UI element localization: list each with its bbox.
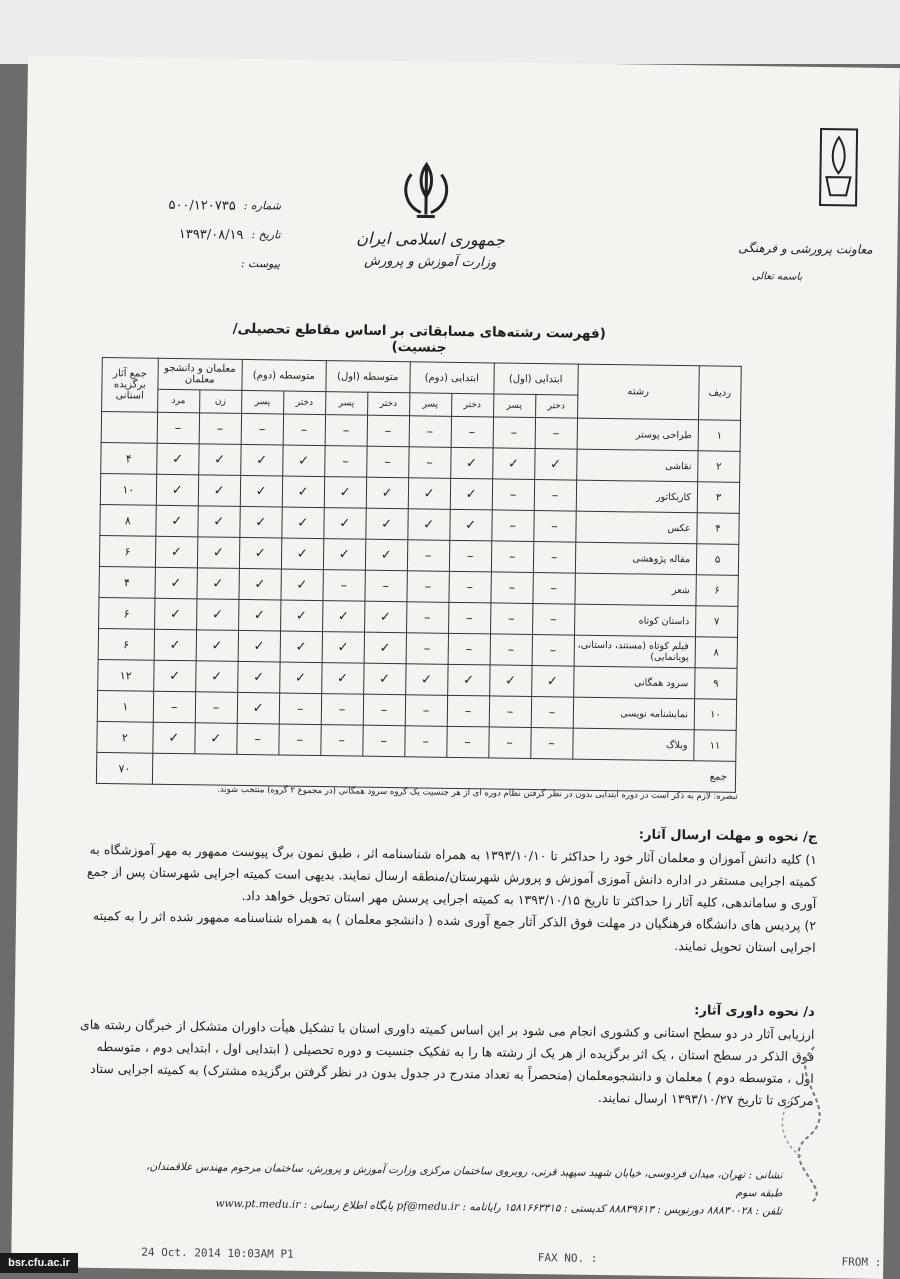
dash-mark: –	[447, 695, 489, 727]
dash-mark: –	[320, 725, 362, 757]
document-page	[11, 56, 900, 1279]
iran-emblem-icon	[391, 156, 462, 227]
row-total: ۶	[99, 535, 155, 567]
check-mark-icon: ✓	[240, 506, 282, 538]
check-mark-icon: ✓	[281, 569, 323, 601]
check-mark-icon: ✓	[195, 661, 237, 693]
dash-mark: –	[493, 417, 535, 449]
dash-mark: –	[321, 694, 363, 726]
dash-mark: –	[451, 416, 493, 448]
dash-mark: –	[533, 573, 575, 605]
row-field-name: مقاله پژوهشی	[575, 542, 697, 575]
department-name: معاونت پرورشی و فرهنگی	[738, 240, 873, 257]
check-mark-icon: ✓	[280, 600, 322, 632]
dash-mark: –	[490, 603, 532, 635]
scanner-background-top	[0, 0, 900, 64]
check-mark-icon: ✓	[282, 445, 324, 477]
competition-fields-table	[96, 357, 742, 793]
check-mark-icon: ✓	[324, 477, 366, 509]
check-mark-icon: ✓	[531, 666, 573, 698]
row-field-name: کاریکاتور	[576, 480, 698, 513]
row-number: ۱۰	[694, 699, 736, 731]
section-d-heading: د/ نحوه داوری آثار:	[694, 1003, 815, 1020]
section-c-paragraph-2: ۲) پردیس های دانشگاه فرهنگیان در مهلت فوق الذکر آثار جمع آوری شده ( دانشجو معلمان ) به همراه شناسنامه ممهور شده اثر را به کمیته اجرایی استان تحویل نمایند.	[92, 907, 817, 955]
check-mark-icon: ✓	[364, 632, 406, 664]
check-mark-icon: ✓	[197, 568, 239, 600]
col-motavasete-dovom: متوسطه (دوم)	[242, 359, 326, 391]
dash-mark: –	[408, 447, 450, 479]
col-ebtedaei-aval: ابتدایی (اول)	[493, 363, 577, 395]
dash-mark: –	[409, 416, 451, 448]
check-mark-icon: ✓	[240, 475, 282, 507]
footer-contacts: تلفن : ۸۸۸۳۰۰۲۸ دورنویس : ۸۸۸۳۹۶۱۳ کدپستی : ۱۵۸۱۶۶۳۳۱۵ رایانامه : pf@medu.ir پایگاه اطلاع رسانی : www.pt.medu.ir	[215, 1197, 783, 1218]
check-mark-icon: ✓	[321, 663, 363, 695]
check-mark-icon: ✓	[155, 567, 197, 599]
row-number: ۱۱	[694, 730, 736, 762]
check-mark-icon: ✓	[153, 722, 195, 754]
footer-address-block	[132, 1157, 783, 1220]
dash-mark: –	[535, 418, 577, 450]
check-mark-icon: ✓	[156, 474, 198, 506]
row-field-name: نقاشی	[576, 449, 698, 482]
subheader-cell: دختر	[283, 391, 325, 415]
row-number: ۲	[698, 451, 740, 483]
row-number: ۹	[695, 668, 737, 700]
row-total: ۴	[101, 442, 157, 474]
row-number: ۶	[696, 575, 738, 607]
check-mark-icon: ✓	[365, 508, 407, 540]
department-logo-icon	[818, 127, 859, 208]
dash-mark: –	[367, 415, 409, 447]
check-mark-icon: ✓	[237, 692, 279, 724]
subheader-cell: مرد	[157, 389, 199, 413]
dash-mark: –	[491, 541, 533, 573]
check-mark-icon: ✓	[154, 629, 196, 661]
check-mark-icon: ✓	[279, 662, 321, 694]
dash-mark: –	[448, 602, 490, 634]
row-field-name: شعر	[575, 573, 697, 606]
check-mark-icon: ✓	[282, 507, 324, 539]
sum-total: ۷۰	[96, 752, 152, 784]
row-total: ۱۰	[100, 473, 156, 505]
row-total: ۴	[99, 566, 155, 598]
subheader-cell: پسر	[493, 394, 535, 418]
row-field-name: سرود همگانی	[573, 666, 695, 699]
dash-mark: –	[533, 542, 575, 574]
row-number: ۴	[697, 513, 739, 545]
number-label: شماره :	[243, 198, 282, 213]
check-mark-icon: ✓	[154, 598, 196, 630]
row-field-name: فیلم کوتاه (مستند، داستانی، پویانمایی)	[574, 635, 696, 668]
col-total: جمع آثار برگزیده استانی	[102, 357, 158, 412]
check-mark-icon: ✓	[450, 478, 492, 510]
dash-mark: –	[363, 694, 405, 726]
col-field: رشته	[577, 364, 699, 420]
number-row	[101, 197, 281, 215]
check-mark-icon: ✓	[238, 599, 280, 631]
col-moalem: معلمان و دانشجو معلمان	[158, 358, 242, 390]
dash-mark: –	[362, 725, 404, 757]
dash-mark: –	[491, 510, 533, 542]
subheader-cell: پسر	[325, 392, 367, 416]
subheader-cell: زن	[199, 390, 241, 414]
row-total: ۶	[99, 597, 155, 629]
row-field-name: وبلاگ	[572, 728, 694, 761]
dash-mark: –	[488, 727, 530, 759]
row-field-name: طراحی پوستر	[577, 418, 699, 451]
dash-mark: –	[531, 697, 573, 729]
dash-mark: –	[446, 726, 488, 758]
section-c	[76, 817, 818, 959]
number-value: ۵۰۰/۱۲۰۷۳۵	[168, 197, 236, 214]
dash-mark: –	[366, 446, 408, 478]
dash-mark: –	[324, 446, 366, 478]
col-motavasete-aval: متوسطه (اول)	[326, 361, 410, 393]
check-mark-icon: ✓	[196, 599, 238, 631]
check-mark-icon: ✓	[534, 449, 576, 481]
fax-timestamp: 24 Oct. 2014 10:03AM P1	[141, 1245, 294, 1261]
check-mark-icon: ✓	[197, 537, 239, 569]
ministry-header	[345, 228, 516, 270]
fax-from-label: FROM :	[841, 1255, 882, 1269]
row-total: ۸	[100, 504, 156, 536]
check-mark-icon: ✓	[198, 506, 240, 538]
row-number: ۸	[695, 637, 737, 669]
date-value: ۱۳۹۳/۰۸/۱۹	[178, 227, 244, 243]
dash-mark: –	[241, 413, 283, 445]
row-total: ۲	[97, 721, 153, 753]
section-c-heading: ج/ نحوه و مهلت ارسال آثار:	[638, 827, 818, 846]
check-mark-icon: ✓	[156, 505, 198, 537]
ministry-title: وزارت آموزش و پرورش	[364, 253, 497, 271]
row-number: ۷	[696, 606, 738, 638]
check-mark-icon: ✓	[322, 601, 364, 633]
dash-mark: –	[406, 633, 448, 665]
fax-header-line	[141, 1246, 881, 1269]
dash-mark: –	[323, 570, 365, 602]
dash-mark: –	[534, 480, 576, 512]
dash-mark: –	[365, 570, 407, 602]
dash-mark: –	[283, 414, 325, 446]
dash-mark: –	[532, 635, 574, 667]
check-mark-icon: ✓	[366, 477, 408, 509]
table-note: تبصره: لازم به ذکر است در دوره ابتدایی بدون در نظر گرفتن نظام دوره ای از هر جنسیت یک گروه سرود همگانی (در مجموع ۲ گروه) منتخب شوند.	[217, 784, 738, 802]
check-mark-icon: ✓	[450, 447, 492, 479]
table-body	[97, 411, 741, 761]
check-mark-icon: ✓	[153, 660, 195, 692]
dash-mark: –	[157, 412, 199, 444]
dash-mark: –	[406, 602, 448, 634]
row-total: ۶	[98, 628, 154, 660]
dash-mark: –	[449, 571, 491, 603]
check-mark-icon: ✓	[237, 661, 279, 693]
dash-mark: –	[530, 727, 572, 759]
check-mark-icon: ✓	[281, 538, 323, 570]
section-d-paragraph-1: ارزیابی آثار در دو سطح استانی و کشوری انجام می شود بر این اساس کمیته داوری استان با تشکیل هیأت داوران متشکل از خبرگان رشته های فوق الذکر در سطح استان ، یک اثر برگزیده از هر یک از رشته ها را به تفکیک جنسیت و دوره تحصیلی ( ابتدایی اول ، ابتدایی دوم ، متوسطه اول ، متوسطه دوم ) معلمان و دانشجومعلمان (منحصراً به تعداد مندرج در جدول بدون در نظر گرفتن برگزیده مشترک) به کمیته اجرایی ستاد مرکزی تا تاریخ ۱۳۹۳/۱۰/۲۷ ارسال نمایند.	[79, 1016, 815, 1108]
subheader-cell: پسر	[409, 393, 451, 417]
check-mark-icon: ✓	[198, 475, 240, 507]
dash-mark: –	[490, 634, 532, 666]
check-mark-icon: ✓	[447, 664, 489, 696]
dash-mark: –	[404, 726, 446, 758]
check-mark-icon: ✓	[323, 539, 365, 571]
row-field-name: داستان کوتاه	[574, 604, 696, 637]
letter-meta	[100, 197, 281, 285]
subheader-cell: دختر	[451, 393, 493, 417]
table-title: (فهرست رشته‌های مسابقاتی بر اساس مقاطع تحصیلی/ جنسیت)	[232, 320, 606, 356]
row-total	[101, 411, 157, 443]
check-mark-icon: ✓	[239, 537, 281, 569]
check-mark-icon: ✓	[365, 539, 407, 571]
check-mark-icon: ✓	[282, 476, 324, 508]
subheader-cell: پسر	[241, 390, 283, 414]
check-mark-icon: ✓	[155, 536, 197, 568]
col-radif: ردیف	[699, 366, 742, 421]
check-mark-icon: ✓	[156, 443, 198, 475]
row-number: ۱	[698, 420, 740, 452]
dash-mark: –	[278, 724, 320, 756]
row-total: ۱	[97, 690, 153, 722]
dash-mark: –	[279, 693, 321, 725]
dash-mark: –	[489, 696, 531, 728]
dash-mark: –	[492, 479, 534, 511]
attachment-row	[100, 255, 280, 271]
check-mark-icon: ✓	[407, 509, 449, 541]
department-subtitle: باسمه تعالی	[751, 271, 803, 283]
check-mark-icon: ✓	[238, 630, 280, 662]
dash-mark: –	[237, 723, 279, 755]
section-d	[73, 992, 814, 1112]
row-field-name: نمایشنامه نویسی	[573, 697, 695, 730]
check-mark-icon: ✓	[363, 663, 405, 695]
date-label: تاریخ :	[251, 228, 281, 242]
dash-mark: –	[448, 633, 490, 665]
check-mark-icon: ✓	[405, 664, 447, 696]
check-mark-icon: ✓	[240, 444, 282, 476]
fax-number-label: FAX NO. :	[537, 1251, 598, 1265]
site-watermark: bsr.cfu.ac.ir	[0, 1253, 78, 1273]
check-mark-icon: ✓	[280, 631, 322, 663]
check-mark-icon: ✓	[322, 632, 364, 664]
col-ebtedaei-dovom: ابتدایی (دوم)	[410, 362, 494, 394]
row-total: ۱۲	[98, 659, 154, 691]
dash-mark: –	[405, 695, 447, 727]
row-number: ۳	[697, 482, 739, 514]
dash-mark: –	[153, 691, 195, 723]
check-mark-icon: ✓	[196, 630, 238, 662]
attachment-label: پیوست :	[240, 256, 281, 271]
subheader-cell: دختر	[367, 392, 409, 416]
check-mark-icon: ✓	[198, 444, 240, 476]
row-number: ۵	[696, 544, 738, 576]
sum-label: جمع	[152, 753, 736, 792]
dash-mark: –	[195, 692, 237, 724]
dash-mark: –	[407, 571, 449, 603]
footer-address: نشانی : تهران، میدان فردوسی، خیابان شهید سپهبد قرنی، روبروی ساختمان مرکزی وزارت آموزش و پرورش، ساختمان مرحوم مهندس علاقمندان، طبقه سوم	[146, 1160, 783, 1200]
date-row	[100, 226, 280, 244]
check-mark-icon: ✓	[492, 448, 534, 480]
dash-mark: –	[449, 540, 491, 572]
dash-mark: –	[407, 540, 449, 572]
dash-mark: –	[533, 511, 575, 543]
dash-mark: –	[491, 572, 533, 604]
check-mark-icon: ✓	[489, 665, 531, 697]
dash-mark: –	[532, 604, 574, 636]
row-field-name: عکس	[575, 511, 697, 544]
check-mark-icon: ✓	[449, 509, 491, 541]
subheader-cell: دختر	[535, 395, 577, 419]
republic-title: جمهوری اسلامی ایران	[356, 228, 505, 250]
check-mark-icon: ✓	[239, 568, 281, 600]
check-mark-icon: ✓	[408, 478, 450, 510]
dash-mark: –	[325, 415, 367, 447]
check-mark-icon: ✓	[195, 723, 237, 755]
check-mark-icon: ✓	[324, 508, 366, 540]
check-mark-icon: ✓	[364, 601, 406, 633]
section-c-paragraph-1: ۱) کلیه دانش آموزان و معلمان آثار خود را حداکثر تا ۱۳۹۳/۱۰/۱۰ به همراه شناسنامه اثر ، طبق نمون برگ پیوست ممهور به مهر آموزشگاه به کمیته اجرایی مستقر در اداره دانش آموزی آموزش و پرورش شهرستان/منطقه ارسال نمایند. بدیهی است کمیته اجرایی شهرستان پس از جمع آوری و ساماندهی، کلیه آثار را حداکثر تا تاریخ ۱۳۹۳/۱۰/۱۵ به کمیته اجرایی پرسش مهر استان تحویل خواهد داد.	[86, 841, 818, 911]
dash-mark: –	[199, 413, 241, 445]
